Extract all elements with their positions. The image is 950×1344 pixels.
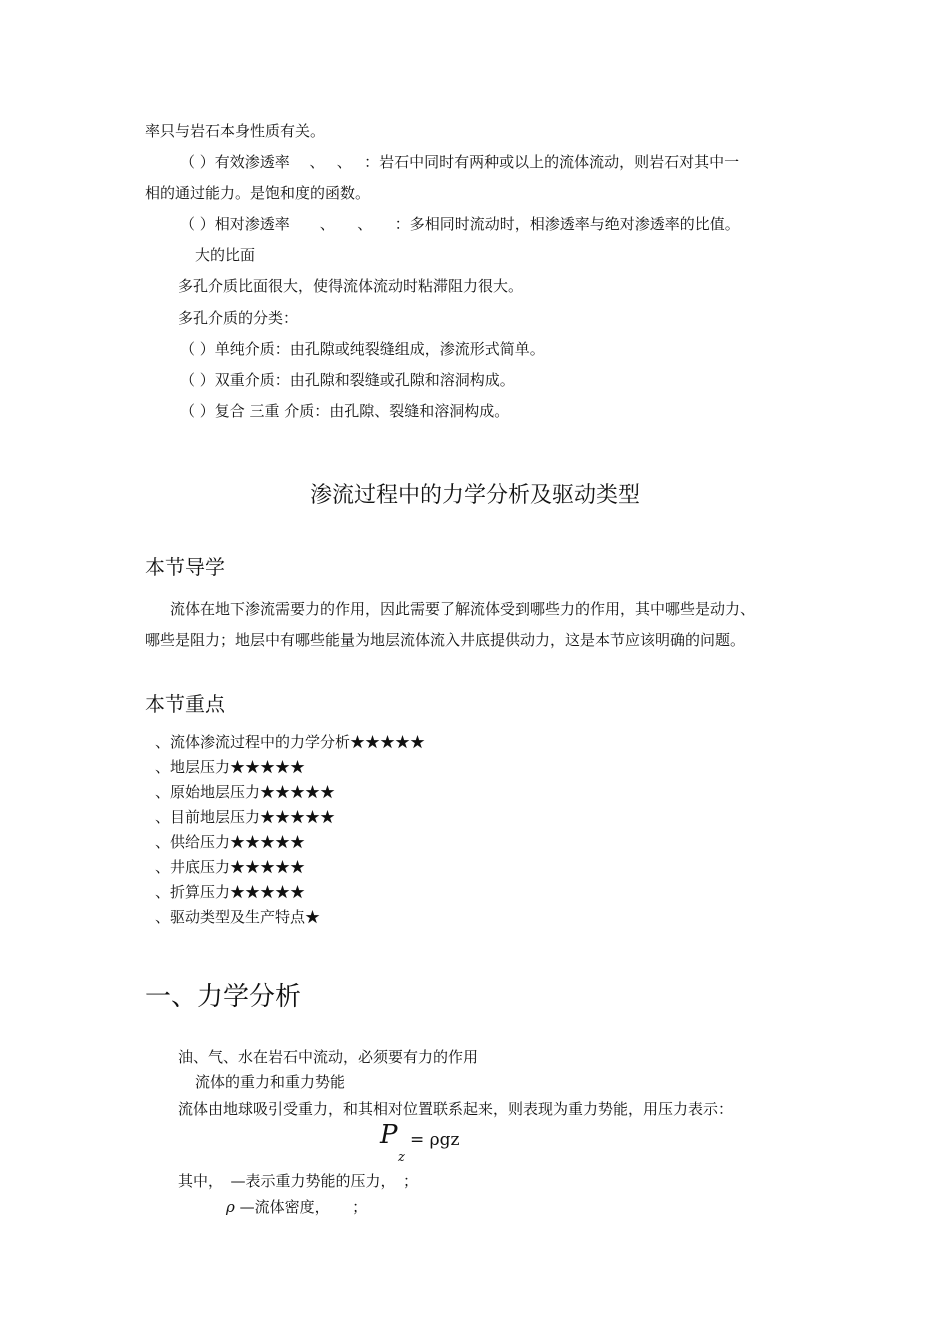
guide-heading: 本节导学	[145, 555, 225, 579]
text-line: （ ）复合 三重 介质：由孔隙、裂缝和溶洞构成。	[180, 402, 510, 420]
key-point-item: 、地层压力★★★★★	[155, 758, 306, 776]
guide-paragraph-line: 哪些是阻力；地层中有哪些能量为地层流体流入井底提供动力，这是本节应该明确的问题。	[145, 631, 746, 649]
section-title: 渗流过程中的力学分析及驱动类型	[309, 483, 640, 508]
guide-paragraph-line: 流体在地下渗流需要力的作用，因此需要了解流体受到哪些力的作用，其中哪些是动力、	[170, 600, 756, 618]
text-line: （ ）单纯介质：由孔隙或纯裂缝组成，渗流形式简单。	[180, 340, 545, 358]
key-point-item: 、供给压力★★★★★	[155, 833, 306, 851]
formula-symbol-p: P	[380, 1120, 398, 1150]
key-point-item: 、折算压力★★★★★	[155, 883, 306, 901]
key-point-item: 、目前地层压力★★★★★	[155, 808, 336, 826]
text-line: 流体的重力和重力势能	[195, 1073, 346, 1091]
key-point-item: 、井底压力★★★★★	[155, 858, 306, 876]
rho-symbol: ρ	[226, 1198, 235, 1216]
text-line: 油、气、水在岩石中流动，必须要有力的作用	[178, 1048, 479, 1066]
mechanics-heading: 一、力学分析	[145, 982, 302, 1012]
rho-description: —流体密度， ；	[239, 1198, 368, 1216]
formula-subscript: z	[398, 1150, 405, 1165]
text-line: 相的通过能力。是饱和度的函数。	[145, 184, 371, 202]
key-point-item: 、驱动类型及生产特点★	[155, 908, 321, 926]
key-point-item: 、原始地层压力★★★★★	[155, 783, 336, 801]
key-points-heading: 本节重点	[145, 692, 225, 716]
text-line: 大的比面	[195, 246, 256, 264]
text-line: 多孔介质的分类：	[178, 309, 299, 327]
text-line: （ ）双重介质：由孔隙和裂缝或孔隙和溶洞构成。	[180, 371, 515, 389]
text-line: （ ）相对渗透率 、 、 ：多相同时流动时，相渗透率与绝对渗透率的比值。	[180, 215, 740, 233]
text-line: 其中， —表示重力势能的压力， ；	[178, 1172, 419, 1190]
text-line: （ ）有效渗透率 、 、 ：岩石中同时有两种或以上的流体流动，则岩石对其中一	[180, 153, 740, 171]
text-line	[226, 1196, 367, 1218]
key-point-item: 、流体渗流过程中的力学分析★★★★★	[155, 733, 426, 751]
formula-rhs: = ρgz	[410, 1130, 460, 1150]
text-line: 流体由地球吸引受重力，和其相对位置联系起来，则表现为重力势能，用压力表示：	[178, 1100, 734, 1118]
text-line: 率只与岩石本身性质有关。	[145, 122, 326, 140]
text-line: 多孔介质比面很大，使得流体流动时粘滞阻力很大。	[178, 277, 524, 295]
